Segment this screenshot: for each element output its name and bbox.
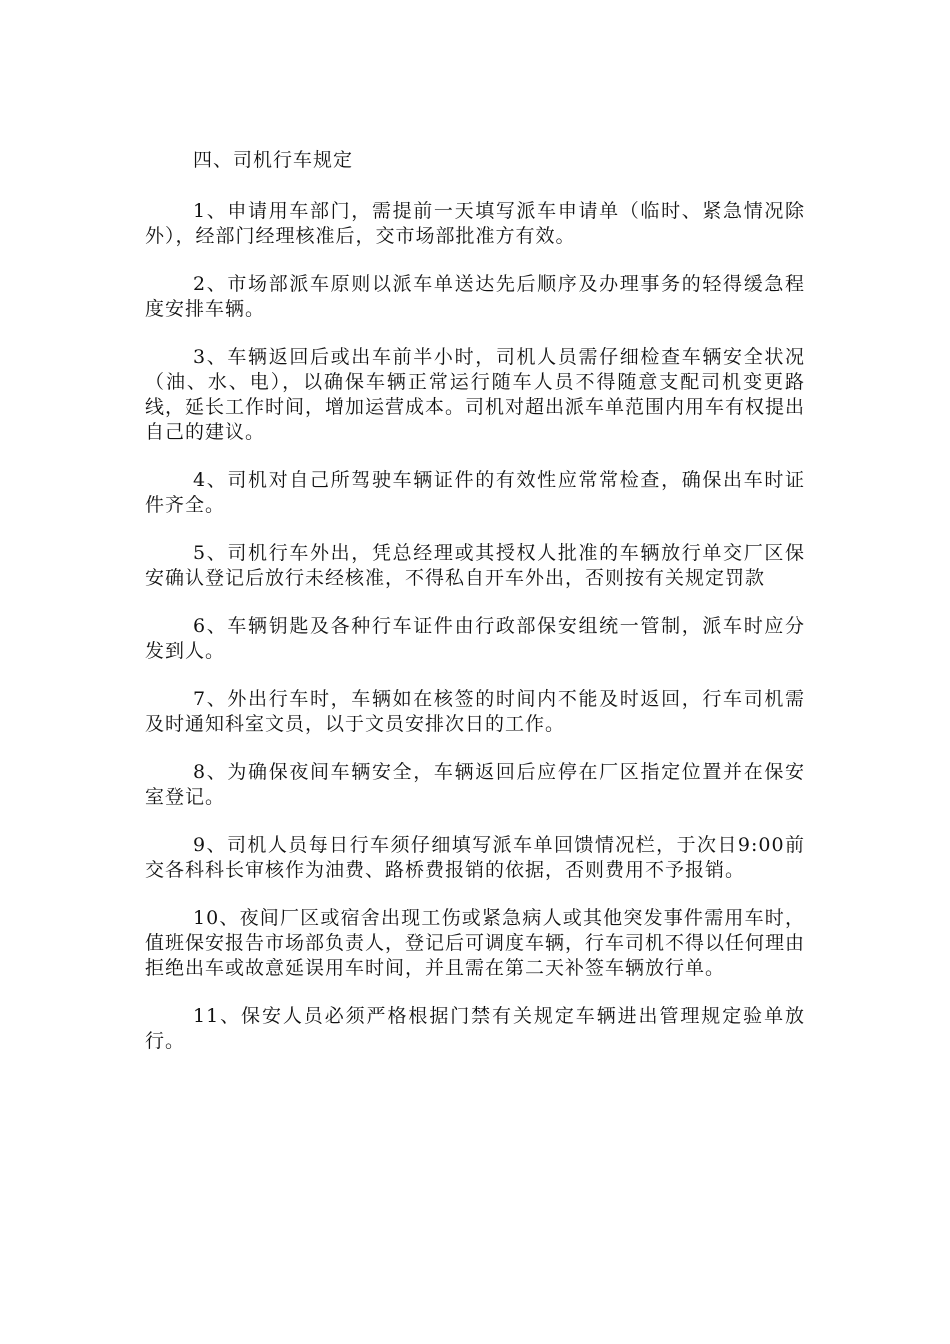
rule-paragraph-7: 7、外出行车时，车辆如在核签的时间内不能及时返回，行车司机需及时通知科室文员，以于文员安排次日的工作。 xyxy=(145,688,805,735)
rule-paragraph-5: 5、司机行车外出，凭总经理或其授权人批准的车辆放行单交厂区保安确认登记后放行未经核准，不得私自开车外出，否则按有关规定罚款 xyxy=(145,542,805,589)
document-page xyxy=(145,143,805,1077)
rule-paragraph-2: 2、市场部派车原则以派车单送达先后顺序及办理事务的轻得缓急程度安排车辆。 xyxy=(145,273,805,320)
rule-paragraph-11: 11、保安人员必须严格根据门禁有关规定车辆进出管理规定验单放行。 xyxy=(145,1005,805,1052)
rule-paragraph-10: 10、夜间厂区或宿舍出现工伤或紧急病人或其他突发事件需用车时，值班保安报告市场部负责人，登记后可调度车辆，行车司机不得以任何理由拒绝出车或故意延误用车时间，并且需在第二天补签车辆放行单。 xyxy=(145,907,806,979)
rule-paragraph-4: 4、司机对自己所驾驶车辆证件的有效性应常常检查，确保出车时证件齐全。 xyxy=(145,469,805,516)
rule-paragraph-8: 8、为确保夜间车辆安全，车辆返回后应停在厂区指定位置并在保安室登记。 xyxy=(145,761,805,808)
rule-paragraph-1: 1、申请用车部门，需提前一天填写派车申请单（临时、紧急情况除外），经部门经理核准后，交市场部批准方有效。 xyxy=(145,200,805,247)
rule-paragraph-9: 9、司机人员每日行车须仔细填写派车单回馈情况栏，于次日9:00前交各科科长审核作为油费、路桥费报销的依据，否则费用不予报销。 xyxy=(145,834,805,881)
rule-paragraph-6: 6、车辆钥匙及各种行车证件由行政部保安组统一管制，派车时应分发到人。 xyxy=(145,615,805,662)
section-heading: 四、司机行车规定 xyxy=(193,149,354,171)
rule-paragraph-3: 3、车辆返回后或出车前半小时，司机人员需仔细检查车辆安全状况（油、水、电），以确保车辆正常运行随车人员不得随意支配司机变更路线，延长工作时间，增加运营成本。司机对超出派车单范围内用车有权提出自己的建议。 xyxy=(145,346,806,443)
